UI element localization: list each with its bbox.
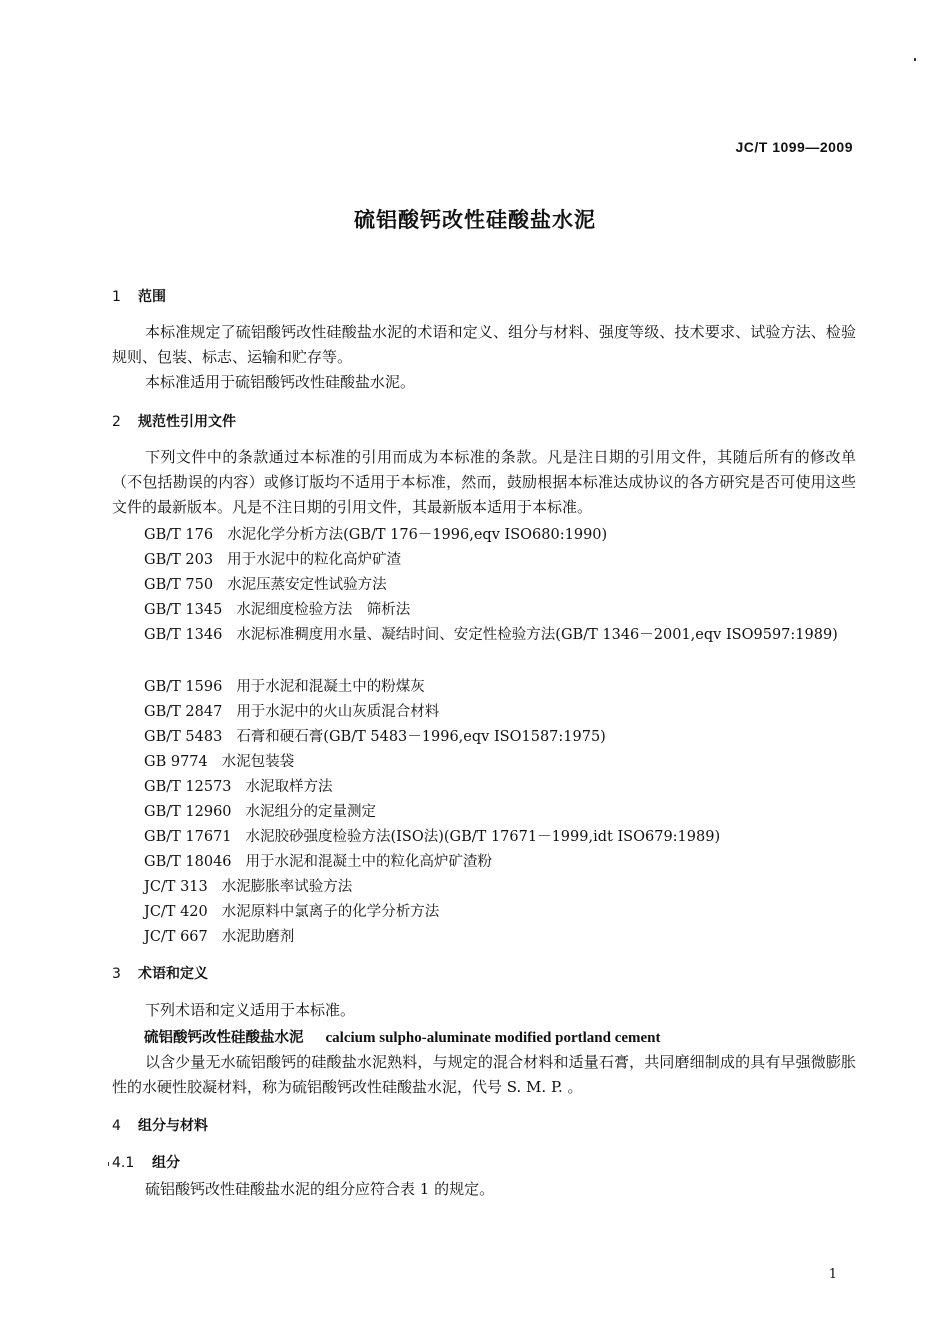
reference-code: GB/T 750: [144, 577, 214, 593]
term-chinese: 硫铝酸钙改性硅酸盐水泥: [144, 1030, 304, 1046]
reference-title: 用于水泥和混凝土中的粉煤灰: [236, 679, 425, 695]
page-number: 1: [828, 1267, 837, 1282]
subsection-4-1-heading: [112, 1152, 180, 1172]
term-definition: 以含少量无水硫铝酸钙的硅酸盐水泥熟料，与规定的混合材料和适量石膏，共同磨细制成的具有早强微膨胀性的水硬性胶凝材料，称为硫铝酸钙改性硅酸盐水泥，代号 S. M. P. 。: [112, 1053, 856, 1096]
reference-item: [144, 548, 401, 569]
subsection-number: 4.1: [112, 1155, 135, 1171]
section-number: 4: [112, 1118, 121, 1134]
section-2-heading: [112, 411, 236, 431]
reference-code: JC/T 313: [144, 879, 208, 895]
reference-title: 用于水泥中的火山灰质混合材料: [236, 704, 440, 720]
reference-title: 水泥助磨剂: [221, 929, 295, 945]
reference-title: 水泥标准稠度用水量、凝结时间、安定性检验方法(GB/T 1346－2001,eqv ISO9597:1989): [236, 627, 838, 643]
reference-code: GB/T 17671: [144, 829, 232, 845]
reference-item: [144, 850, 492, 871]
reference-title: 水泥组分的定量测定: [245, 804, 377, 820]
reference-item: [144, 675, 425, 696]
reference-title: 水泥包装袋: [221, 754, 295, 770]
scope-paragraph: 本标准规定了硫铝酸钙改性硅酸盐水泥的术语和定义、组分与材料、强度等级、技术要求、试验方法、检验规则、包装、标志、运输和贮存等。: [112, 323, 856, 366]
reference-code: GB/T 1596: [144, 679, 223, 695]
reference-item: [112, 623, 856, 648]
reference-title: 水泥取样方法: [245, 779, 333, 795]
reference-item: [144, 925, 294, 946]
document-title: 硫铝酸钙改性硅酸盐水泥: [354, 208, 596, 232]
reference-code: GB/T 12573: [144, 779, 232, 795]
section-title: 术语和定义: [138, 966, 208, 982]
composition-paragraph: 硫铝酸钙改性硅酸盐水泥的组分应符合表 1 的规定。: [145, 1180, 495, 1198]
reference-item: [144, 523, 607, 544]
reference-code: GB 9774: [144, 754, 208, 770]
reference-code: GB/T 5483: [144, 729, 223, 745]
section-title: 范围: [138, 289, 166, 305]
reference-code: GB/T 1345: [144, 602, 223, 618]
reference-title: 石膏和硬石膏(GB/T 5483－1996,eqv ISO1587:1975): [236, 729, 606, 745]
normative-references-intro: 下列文件中的条款通过本标准的引用而成为本标准的条款。凡是注日期的引用文件，其随后所有的修改单（不包括勘误的内容）或修订版均不适用于本标准，然而，鼓励根据本标准达成协议的各方研究是否可使用这些文件的最新版本。凡是不注日期的引用文件，其最新版本适用于本标准。: [112, 448, 856, 516]
terms-intro: 下列术语和定义适用于本标准。: [145, 1001, 356, 1019]
reference-title: 用于水泥和混凝土中的粒化高炉矿渣粉: [245, 854, 493, 870]
scan-speck: [914, 58, 916, 61]
section-title: 组分与材料: [138, 1118, 208, 1134]
standard-code: JC/T 1099—2009: [735, 139, 853, 155]
section-title: 规范性引用文件: [138, 414, 236, 430]
reference-code: JC/T 667: [144, 929, 208, 945]
reference-code: GB/T 2847: [144, 704, 223, 720]
reference-title: 水泥胶砂强度检验方法(ISO法)(GB/T 17671－1999,idt ISO679:1989): [245, 829, 721, 845]
reference-item: [144, 573, 387, 594]
section-4-heading: [112, 1115, 208, 1135]
reference-code: GB/T 1346: [144, 627, 223, 643]
reference-item: [144, 750, 294, 771]
scope-applicability: 本标准适用于硫铝酸钙改性硅酸盐水泥。: [145, 373, 416, 391]
reference-title: 水泥压蒸安定性试验方法: [227, 577, 387, 593]
scan-speck: [108, 1162, 109, 1166]
reference-code: GB/T 12960: [144, 804, 232, 820]
term-english: calcium sulpho-aluminate modified portland cement: [325, 1030, 661, 1046]
reference-item: [144, 598, 410, 619]
section-number: 1: [112, 289, 121, 305]
reference-item: [144, 775, 333, 796]
reference-item: [144, 800, 376, 821]
section-3-heading: [112, 963, 208, 983]
reference-code: JC/T 420: [144, 904, 208, 920]
reference-title: 水泥细度检验方法 筛析法: [236, 602, 411, 618]
reference-item: [144, 825, 720, 846]
section-number: 3: [112, 966, 121, 982]
reference-code: GB/T 18046: [144, 854, 232, 870]
reference-code: GB/T 203: [144, 552, 214, 568]
term-entry: [144, 1026, 661, 1047]
reference-title: 水泥原料中氯离子的化学分析方法: [221, 904, 440, 920]
section-1-heading: [112, 286, 166, 306]
reference-item: [144, 700, 439, 721]
reference-code: GB/T 176: [144, 527, 214, 543]
reference-item: [144, 725, 606, 746]
section-number: 2: [112, 414, 121, 430]
reference-title: 用于水泥中的粒化高炉矿渣: [227, 552, 402, 568]
reference-item: [144, 900, 439, 921]
reference-title: 水泥化学分析方法(GB/T 176－1996,eqv ISO680:1990): [227, 527, 608, 543]
reference-title: 水泥膨胀率试验方法: [221, 879, 353, 895]
reference-item: [144, 875, 352, 896]
subsection-title: 组分: [152, 1155, 180, 1171]
